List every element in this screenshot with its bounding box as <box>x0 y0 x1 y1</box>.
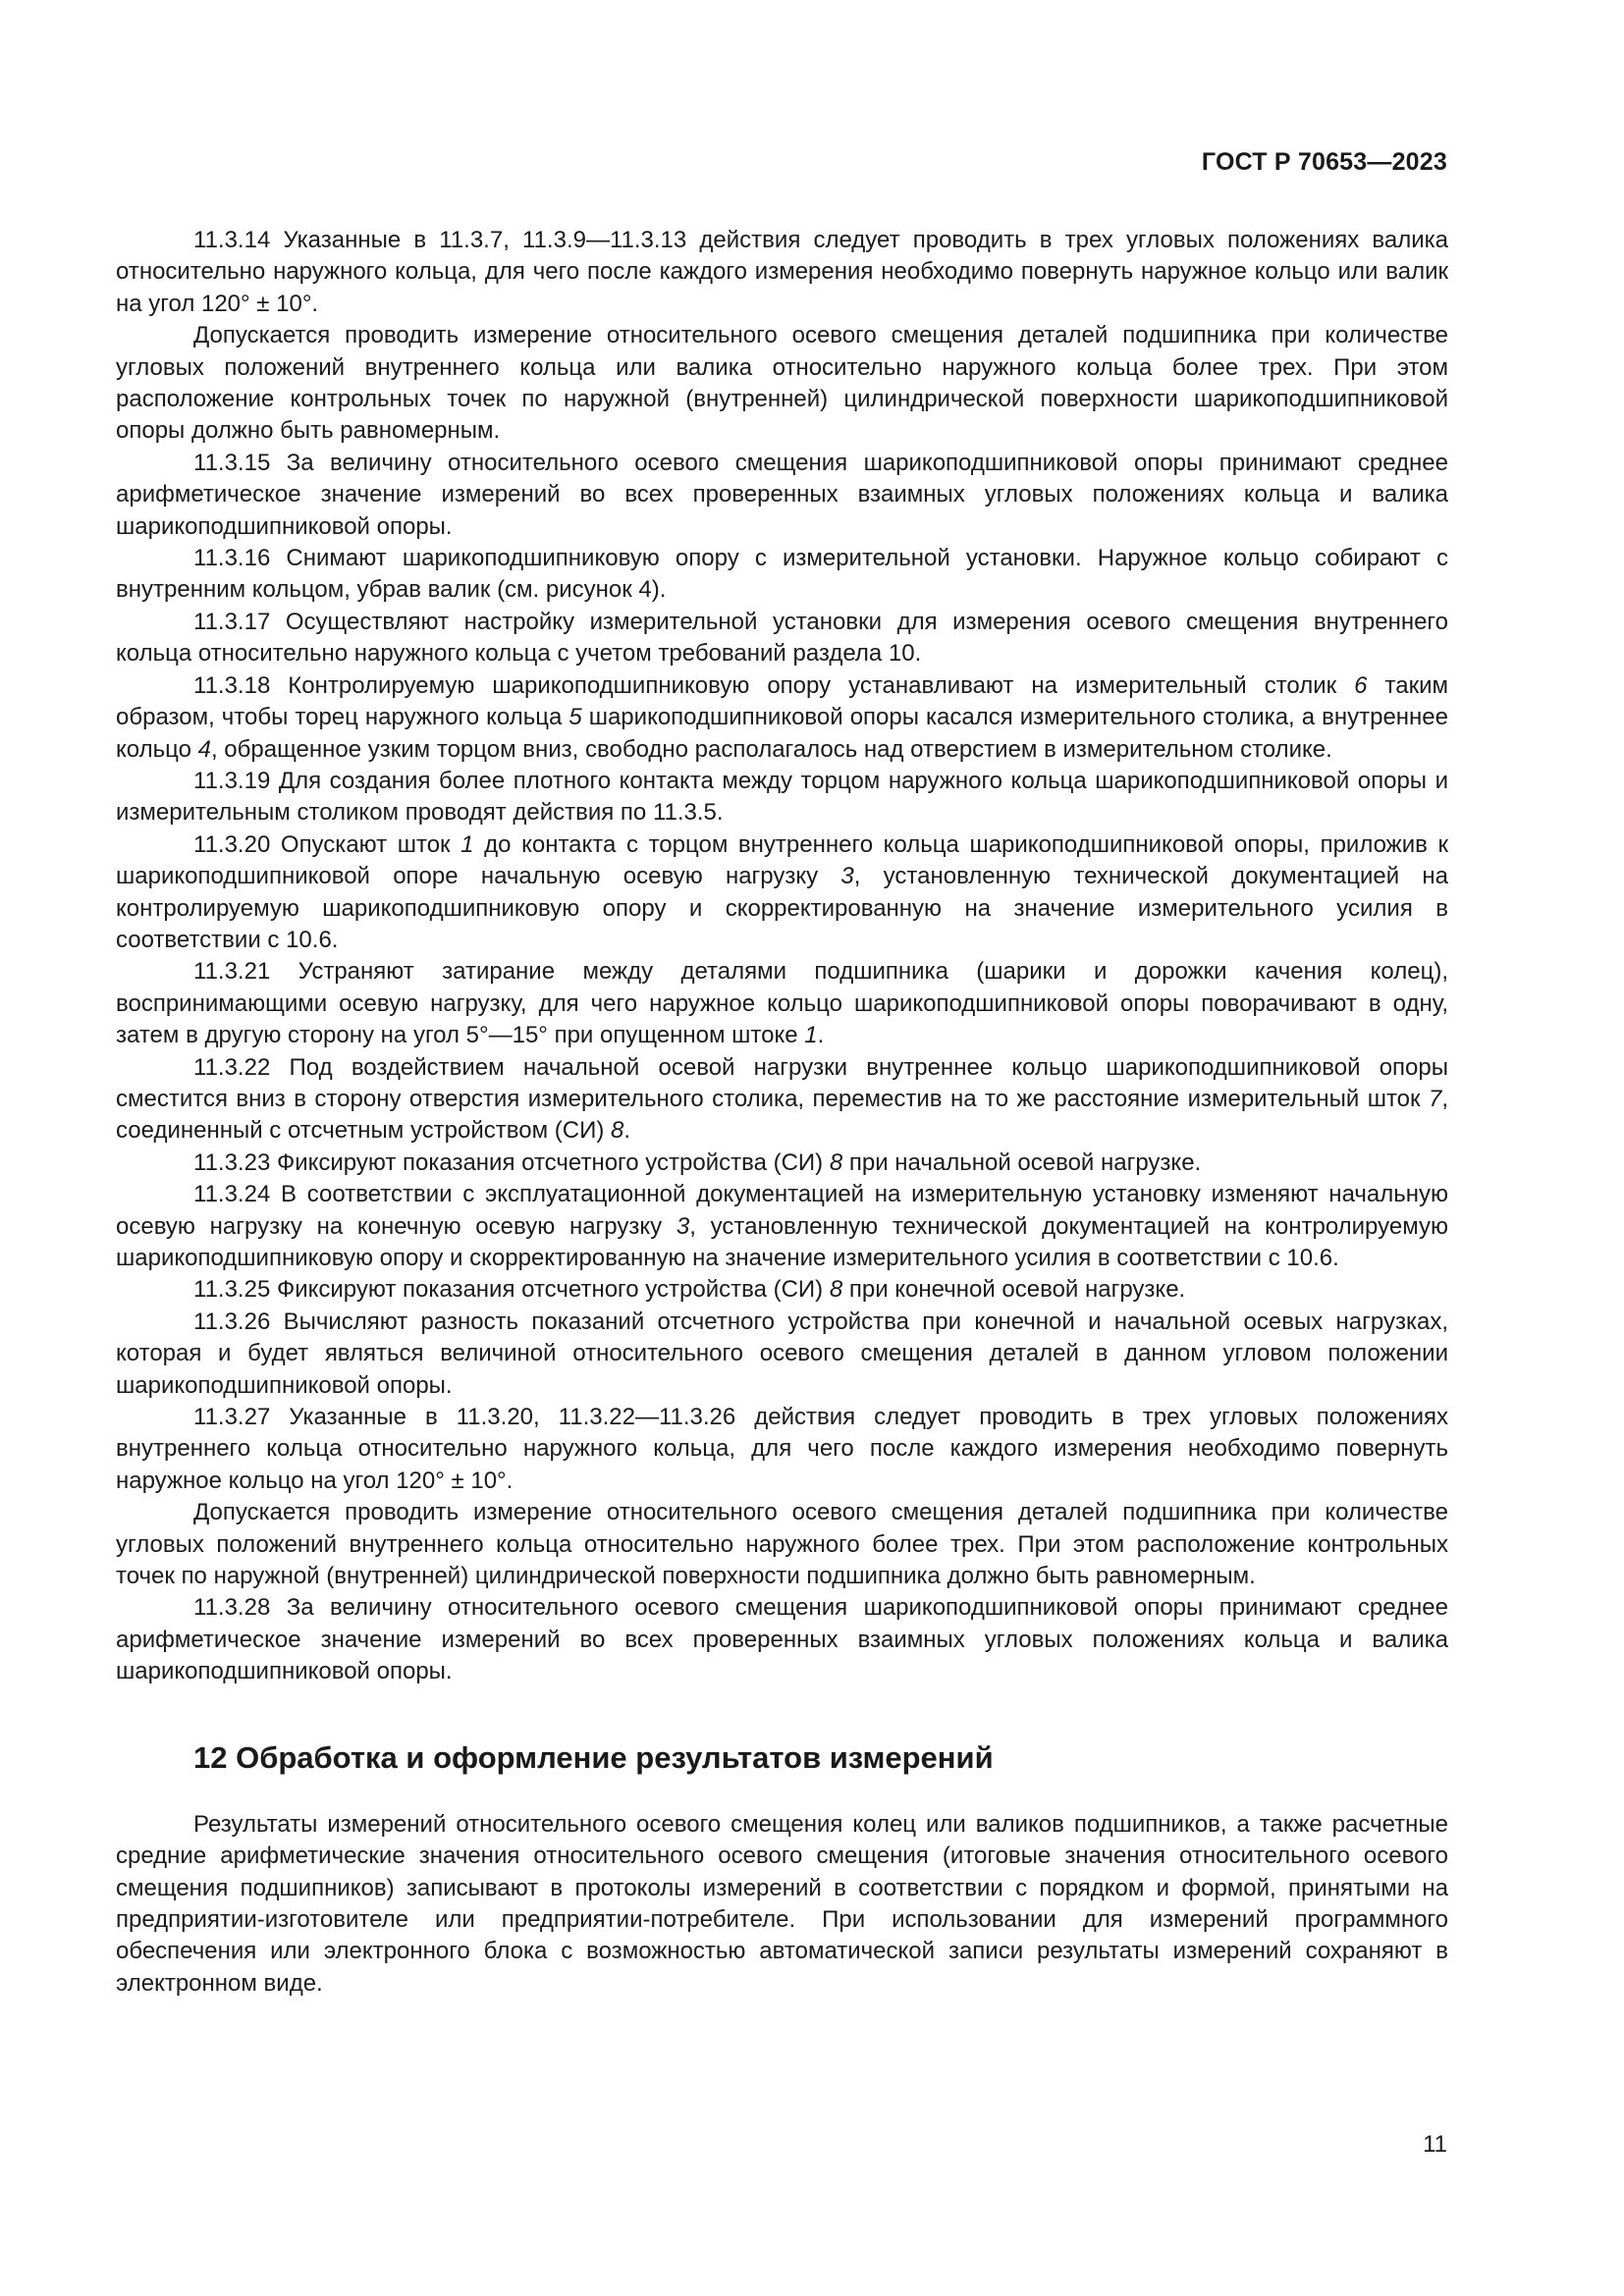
paragraph-text: 11.3.20 Опускают шток <box>193 830 461 858</box>
reference-numeral: 4 <box>197 735 211 763</box>
paragraph-text: Допускается проводить измерение относительного осевого смещения деталей подшипника при количестве угловых положений внутреннего кольца или валика относительно наружного кольца более трех. При этом расположение контрольных точек по наружной (внутренней) цилиндрической поверхности шарикоподшипниковой опоры должно быть равномерным. <box>116 322 1448 445</box>
paragraph-p15 <box>116 1402 1448 1497</box>
paragraph-p10 <box>116 1052 1448 1148</box>
paragraph-p13 <box>116 1274 1448 1306</box>
paragraph-text: . <box>817 1022 825 1049</box>
paragraph-text: при конечной осевой нагрузке. <box>842 1276 1186 1304</box>
reference-numeral: 7 <box>1428 1085 1442 1112</box>
paragraph-text: 11.3.17 Осуществляют настройку измерительной установки для измерения осевого смещения внутреннего кольца относительно наружного кольца с учетом требований раздела 10. <box>116 608 1448 667</box>
paragraph-text: при начальной осевой нагрузке. <box>842 1148 1202 1176</box>
paragraph-text: 11.3.27 Указанные в 11.3.20, 11.3.22—11.3.26 действия следует проводить в трех угловых положениях внутреннего кольца относительно наружного кольца, для чего после каждого измерения необходимо повернуть наружное кольцо на угол 120° ± 10°. <box>116 1404 1448 1494</box>
paragraph-p7 <box>116 766 1448 829</box>
paragraph-p11 <box>116 1148 1448 1179</box>
paragraph-p9 <box>116 956 1448 1051</box>
paragraph-text: 11.3.22 Под воздействием начальной осевой нагрузки внутреннее кольцо шарикоподшипниковой опоры сместится вниз в сторону отверстия измерительного столика, переместив на то же расстояние измерительный шток <box>116 1053 1448 1112</box>
paragraph-text: 11.3.21 Устраняют затирание между деталями подшипника (шарики и дорожки качения колец), воспринимающими осевую нагрузку, для чего наружное кольцо шарикоподшипниковой опоры поворачивают в одну, затем в другую сторону на угол 5°—15° при опущенном штоке <box>116 958 1448 1049</box>
paragraph-text: 11.3.15 За величину относительного осевого смещения шарикоподшипниковой опоры принимают среднее арифметическое значение измерений во всех проверенных взаимных угловых положениях кольца и валика шарикоподшипниковой опоры. <box>116 449 1448 540</box>
paragraph-text: , установленную технической документацией на контролируемую шарикоподшипниковую опору и скорректированную на значение измерительного усилия в соответствии с 10.6. <box>116 1212 1448 1271</box>
reference-numeral: 8 <box>611 1117 624 1145</box>
document-body <box>116 225 1448 2000</box>
page-number: 11 <box>1423 2131 1447 2158</box>
paragraph-p5 <box>116 607 1448 670</box>
paragraph-text: 11.3.26 Вычисляют разность показаний отсчетного устройства при конечной и начальной осевых нагрузках, которая и будет являться величиной относительного осевого смещения деталей в данном угловом положении шарикоподшипниковой опоры. <box>116 1308 1448 1399</box>
paragraph-text: , соединенный с отсчетным устройством (СИ) <box>116 1085 1448 1145</box>
paragraph-p6 <box>116 670 1448 766</box>
paragraph-text: 11.3.18 Контролируемую шарикоподшипниковую опору устанавливают на измерительный столик <box>193 671 1355 699</box>
paragraph-p8 <box>116 829 1448 957</box>
paragraph-text: , установленную технической документацией на контролируемую шарикоподшипниковую опору и скорректированную на значение измерительного усилия в соответствии с 10.6. <box>116 863 1448 953</box>
paragraph-p12 <box>116 1179 1448 1274</box>
paragraph-p2 <box>116 320 1448 448</box>
paragraph-text: 11.3.28 За величину относительного осевого смещения шарикоподшипниковой опоры принимают среднее арифметическое значение измерений во всех проверенных взаимных угловых положениях кольца и валика шарикоподшипниковой опоры. <box>116 1594 1448 1685</box>
reference-numeral: 8 <box>829 1148 843 1176</box>
paragraph-p4 <box>116 543 1448 607</box>
paragraph-text: Допускается проводить измерение относительного осевого смещения деталей подшипника при количестве угловых положений внутреннего кольца относительно наружного более трех. При этом расположение контрольных точек по наружной (внутренней) цилиндрической поверхности подшипника должно быть равномерным. <box>116 1499 1448 1590</box>
paragraph-p3 <box>116 448 1448 543</box>
paragraph-text: . <box>623 1117 631 1145</box>
document-code: ГОСТ Р 70653—2023 <box>1201 148 1447 176</box>
reference-numeral: 3 <box>676 1212 690 1240</box>
paragraph-text: 11.3.24 В соответствии с эксплуатационной документацией на измерительную установку изменяют начальную осевую нагрузку на конечную осевую нагрузку <box>116 1181 1448 1240</box>
paragraph-p1 <box>116 225 1448 320</box>
paragraph-text: 11.3.23 Фиксируют показания отсчетного устройства (СИ) <box>193 1148 830 1176</box>
section-heading: 12 Обработка и оформление результатов измерений <box>193 1739 994 1775</box>
reference-numeral: 8 <box>829 1276 843 1304</box>
reference-numeral: 1 <box>460 830 474 858</box>
paragraph-text: 11.3.19 Для создания более плотного контакта между торцом наружного кольца шарикоподшипниковой опоры и измерительным столиком проводят действия по 11.3.5. <box>116 767 1448 827</box>
paragraph-text: 11.3.16 Снимают шарикоподшипниковую опору с измерительной установки. Наружное кольцо собирают с внутренним кольцом, убрав валик (см. рисунок 4). <box>116 545 1448 604</box>
paragraph-p16 <box>116 1497 1448 1592</box>
clause-list <box>116 225 1448 1688</box>
paragraph-text: шарикоподшипниковой опоры касался измерительного столика, а внутреннее кольцо <box>116 704 1449 763</box>
reference-numeral: 6 <box>1354 671 1368 699</box>
reference-numeral: 5 <box>568 704 582 731</box>
paragraph-p14 <box>116 1307 1448 1402</box>
section-paragraph: Результаты измерений относительного осевого смещения колец или валиков подшипников, а также расчетные средние арифметические значения относительного осевого смещения (итоговые значения относительного осевого смещения подшипников) записывают в протоколы измерений в соответствии с порядком и формой, принятыми на предприятии-изготовителе или предприятии-потребителе. При использовании для измерений программного обеспечения или электронного блока с возможностью автоматической записи результаты измерений сохраняют в электронном виде. <box>116 1810 1448 1997</box>
paragraph-text: таким образом, чтобы торец наружного кольца <box>116 671 1448 731</box>
reference-numeral: 3 <box>840 863 854 890</box>
paragraph-text: до контакта с торцом внутреннего кольца шарикоподшипниковой опоры, приложив к шарикоподшипниковой опоре начальную осевую нагрузку <box>116 830 1448 890</box>
paragraph-text: 11.3.14 Указанные в 11.3.7, 11.3.9—11.3.13 действия следует проводить в трех угловых положениях валика относительно наружного кольца, для чего после каждого измерения необходимо повернуть наружное кольцо или валик на угол 120° ± 10°. <box>116 227 1448 317</box>
paragraph-text: , обращенное узким торцом вниз, свободно располагалось над отверстием в измерительном столике. <box>210 735 1332 763</box>
reference-numeral: 1 <box>804 1022 818 1049</box>
paragraph-text: 11.3.25 Фиксируют показания отсчетного устройства (СИ) <box>193 1276 830 1304</box>
paragraph-p17 <box>116 1592 1448 1687</box>
